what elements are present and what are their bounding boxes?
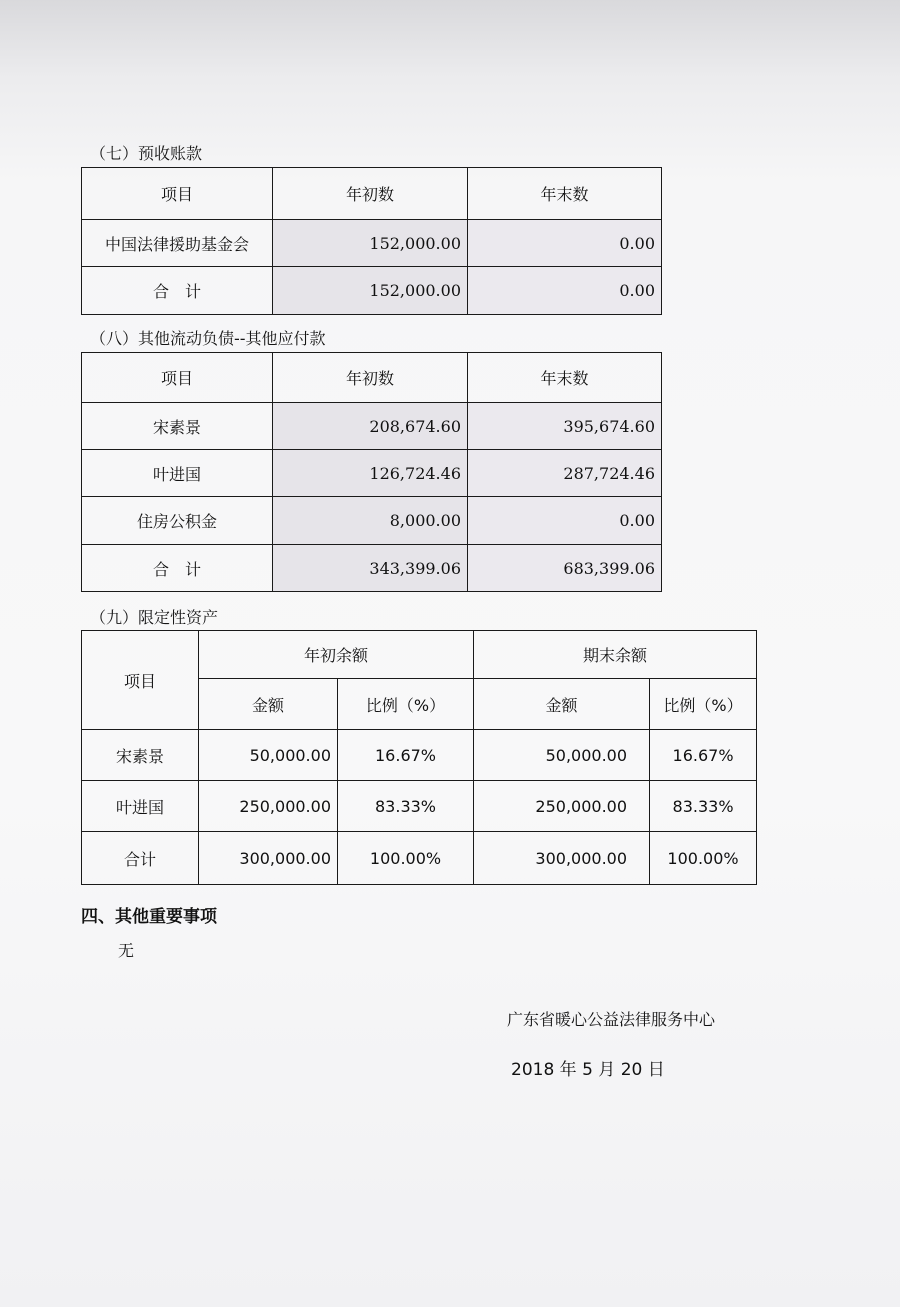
row-end-ratio: 16.67%	[650, 730, 757, 781]
header-item: 项目	[82, 353, 273, 403]
section-4-content: 无	[118, 941, 135, 960]
row-begin-amount: 50,000.00	[199, 730, 338, 781]
row-end: 0.00	[468, 267, 662, 315]
header-begin: 年初数	[273, 168, 468, 220]
row-end-ratio: 83.33%	[650, 781, 757, 832]
section-8-title: （八）其他流动负债--其他应付款	[90, 329, 326, 348]
table-header-row	[82, 631, 757, 679]
header-item: 项目	[82, 168, 273, 220]
row-item: 叶进国	[82, 450, 273, 497]
row-item: 合计	[82, 832, 199, 885]
row-begin: 208,674.60	[273, 403, 468, 450]
section-4-title: 四、其他重要事项	[81, 907, 217, 927]
row-item: 叶进国	[82, 781, 199, 832]
row-begin: 343,399.06	[273, 545, 468, 592]
row-begin-amount: 250,000.00	[199, 781, 338, 832]
row-end: 395,674.60	[468, 403, 662, 450]
row-end-amount: 50,000.00	[474, 730, 650, 781]
header-group-end: 期末余额	[474, 631, 757, 679]
advance-receipts-table	[81, 167, 662, 315]
row-end: 683,399.06	[468, 545, 662, 592]
header-end: 年末数	[468, 168, 662, 220]
row-begin-amount: 300,000.00	[199, 832, 338, 885]
table-row	[82, 220, 662, 267]
row-begin: 8,000.00	[273, 497, 468, 545]
header-group-begin: 年初余额	[199, 631, 474, 679]
row-begin-ratio: 100.00%	[338, 832, 474, 885]
row-item: 住房公积金	[82, 497, 273, 545]
document-date: 2018 年 5 月 20 日	[511, 1060, 665, 1080]
table-row-total	[82, 545, 662, 592]
subheader-end-amount: 金额	[474, 679, 650, 730]
row-begin: 152,000.00	[273, 220, 468, 267]
table-header-row	[82, 168, 662, 220]
row-begin: 126,724.46	[273, 450, 468, 497]
table-row	[82, 450, 662, 497]
row-begin-ratio: 16.67%	[338, 730, 474, 781]
table-row	[82, 781, 757, 832]
row-end-amount: 300,000.00	[474, 832, 650, 885]
section-7-title: （七）预收账款	[90, 144, 203, 163]
table-header-row	[82, 353, 662, 403]
row-item: 合 计	[82, 545, 273, 592]
header-item: 项目	[82, 631, 199, 730]
header-end: 年末数	[468, 353, 662, 403]
subheader-begin-amount: 金额	[199, 679, 338, 730]
row-begin-ratio: 83.33%	[338, 781, 474, 832]
table-row	[82, 730, 757, 781]
row-item: 合 计	[82, 267, 273, 315]
subheader-end-ratio: 比例（%）	[650, 679, 757, 730]
table-row-total	[82, 267, 662, 315]
row-end: 0.00	[468, 497, 662, 545]
row-item: 中国法律援助基金会	[82, 220, 273, 267]
row-end-ratio: 100.00%	[650, 832, 757, 885]
row-end: 287,724.46	[468, 450, 662, 497]
row-item: 宋素景	[82, 403, 273, 450]
table-row-total	[82, 832, 757, 885]
table-row	[82, 497, 662, 545]
restricted-assets-table	[81, 630, 757, 885]
subheader-begin-ratio: 比例（%）	[338, 679, 474, 730]
other-payables-table	[81, 352, 662, 592]
header-begin: 年初数	[273, 353, 468, 403]
row-item: 宋素景	[82, 730, 199, 781]
organization-name: 广东省暖心公益法律服务中心	[507, 1010, 716, 1029]
row-begin: 152,000.00	[273, 267, 468, 315]
section-9-title: （九）限定性资产	[90, 608, 219, 627]
table-row	[82, 403, 662, 450]
row-end-amount: 250,000.00	[474, 781, 650, 832]
row-end: 0.00	[468, 220, 662, 267]
